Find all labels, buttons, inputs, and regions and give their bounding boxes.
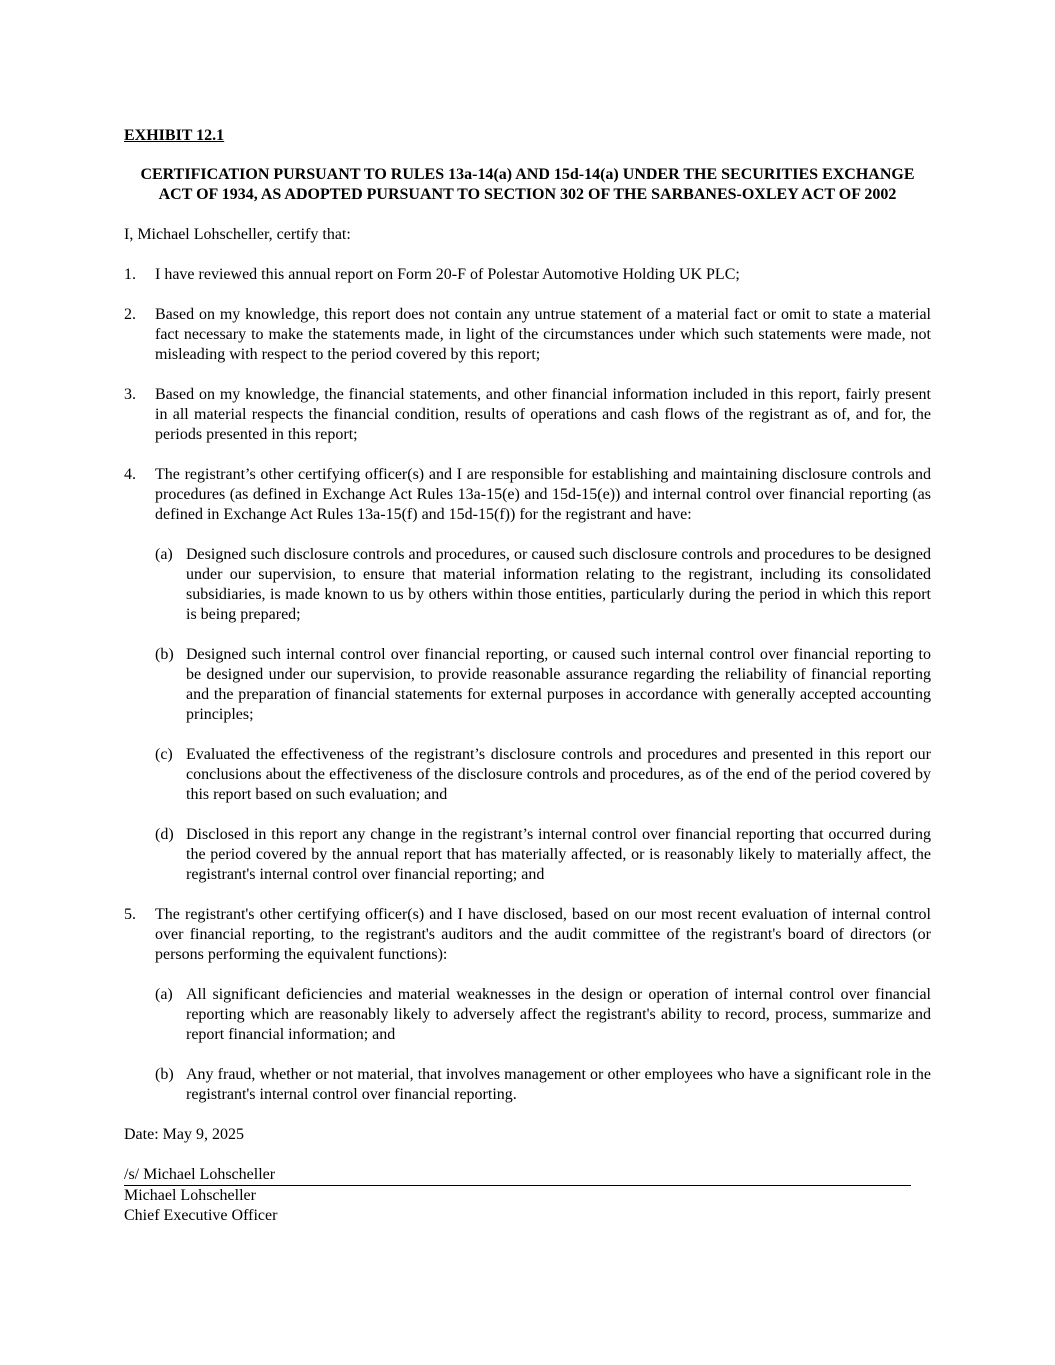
item-number: 3. — [124, 386, 136, 403]
sub-item — [155, 1065, 931, 1105]
sub-item — [155, 825, 931, 885]
list-item — [124, 465, 931, 525]
signature-block — [124, 1165, 931, 1226]
signer-name: Michael Lohscheller — [124, 1187, 256, 1204]
list-item — [124, 305, 931, 365]
list-item — [124, 265, 931, 285]
item-number: 2. — [124, 306, 136, 323]
sub-item-text: Evaluated the effectiveness of the registrant’s disclosure controls and procedures and presented in this report our conclusions about the effectiveness of the disclosure controls and procedures, as of the end of the period covered by this report based on such evaluation; and — [186, 746, 931, 803]
sub-item-letter: (a) — [155, 546, 173, 563]
sub-item-letter: (b) — [155, 646, 174, 663]
item-text: I have reviewed this annual report on Form 20-F of Polestar Automotive Holding UK PLC; — [155, 266, 740, 283]
item-text: Based on my knowledge, the financial statements, and other financial information included in this report, fairly present in all material respects the financial condition, results of operations and cash flows of the registrant as of, and for, the periods presented in this report; — [155, 386, 931, 443]
item-number: 4. — [124, 466, 136, 483]
item-text: The registrant's other certifying officer(s) and I have disclosed, based on our most recent evaluation of internal control over financial reporting, to the registrant's auditors and the audit committee of the registrant's board of directors (or persons performing the equivalent functions): — [155, 906, 931, 963]
sub-item-text: Designed such disclosure controls and procedures, or caused such disclosure controls and procedures to be designed under our supervision, to ensure that material information relating to the registrant, including its consolidated subsidiaries, is made known to us by others within those entities, particularly during the period in which this report is being prepared; — [186, 546, 931, 623]
sub-item — [155, 645, 931, 725]
signature-date: Date: May 9, 2025 — [124, 1126, 244, 1143]
sub-item — [155, 985, 931, 1045]
sub-item — [155, 545, 931, 625]
sub-item-text: All significant deficiencies and material weaknesses in the design or operation of internal control over financial reporting which are reasonably likely to adversely affect the registrant's ability to record, process, summarize and report financial information; and — [186, 986, 931, 1043]
sub-item-letter: (c) — [155, 746, 173, 763]
sub-item-letter: (a) — [155, 986, 173, 1003]
sub-item-text: Any fraud, whether or not material, that involves management or other employees who have a significant role in the registrant's internal control over financial reporting. — [186, 1066, 931, 1103]
exhibit-label: EXHIBIT 12.1 — [124, 127, 225, 144]
intro-statement: I, Michael Lohscheller, certify that: — [124, 226, 351, 243]
sub-item-letter: (b) — [155, 1066, 174, 1083]
sub-item-text: Designed such internal control over financial reporting, or caused such internal control over financial reporting to be designed under our supervision, to provide reasonable assurance regarding the reliability of financial reporting and the preparation of financial statements for external purposes in accordance with generally accepted accounting principles; — [186, 646, 931, 723]
list-item — [124, 385, 931, 445]
item-text: The registrant’s other certifying officer(s) and I are responsible for establishing and maintaining disclosure controls and procedures (as defined in Exchange Act Rules 13a-15(e) and 15d-15(e)) and internal control over financial reporting (as defined in Exchange Act Rules 13a-15(f) and 15d-15(f)) for the registrant and have: — [155, 466, 931, 523]
document-title: CERTIFICATION PURSUANT TO RULES 13a-14(a) AND 15d-14(a) UNDER THE SECURITIES EXCHANGE ACT OF 1934, AS ADOPTED PURSUANT TO SECTION 302 OF THE SARBANES-OXLEY ACT OF 2002 — [140, 166, 915, 203]
sub-item-text: Disclosed in this report any change in the registrant’s internal control over financial reporting that occurred during the period covered by the annual report that has materially affected, or is reasonably likely to materially affect, the registrant's internal control over financial reporting; and — [186, 826, 931, 883]
certification-document — [124, 126, 931, 1226]
sub-item-letter: (d) — [155, 826, 174, 843]
item-text: Based on my knowledge, this report does not contain any untrue statement of a material fact or omit to state a material fact necessary to make the statements made, in light of the circumstances under which such statements were made, not misleading with respect to the period covered by this report; — [155, 306, 931, 363]
list-item — [124, 905, 931, 965]
sub-item — [155, 745, 931, 805]
item-number: 1. — [124, 266, 136, 283]
signer-title: Chief Executive Officer — [124, 1207, 278, 1224]
signature-line: /s/ Michael Lohscheller — [124, 1165, 911, 1186]
item-number: 5. — [124, 906, 136, 923]
